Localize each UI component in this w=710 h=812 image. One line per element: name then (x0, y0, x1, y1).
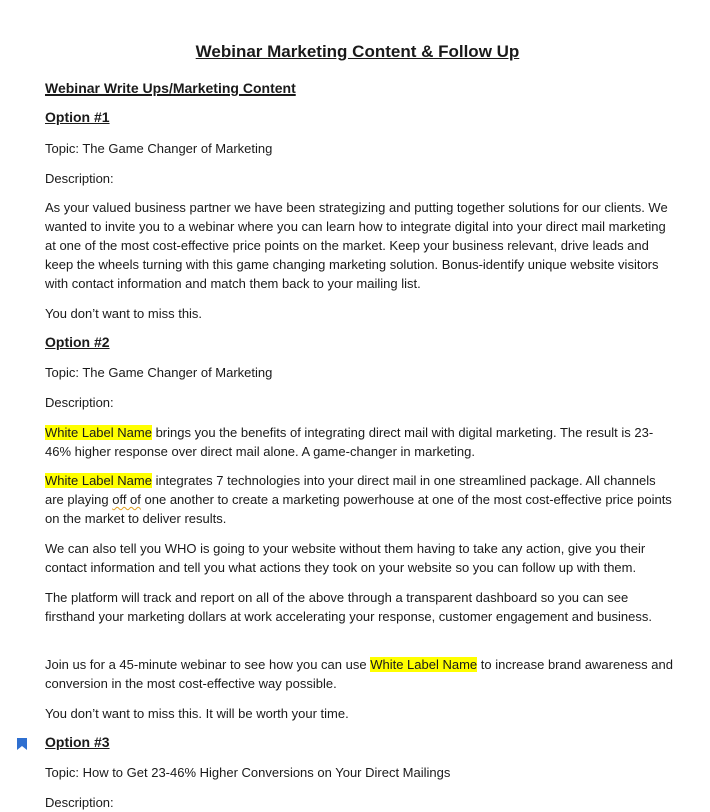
option-1-description-label: Description: (45, 171, 114, 186)
option-2-paragraph-4: The platform will track and report on all of the above through a transparent dashboard so you can see firsthand your marketing dollars at work accelerating your response, customer engagement and business. (45, 590, 652, 624)
option-3-topic: Topic: How to Get 23-46% Higher Conversions on Your Direct Mailings (45, 765, 451, 780)
option-2-closing: You don’t want to miss this. It will be worth your time. (45, 706, 349, 721)
option-2-paragraph-1: White Label Name brings you the benefits of integrating direct mail with digital marketing. The result is 23-46% higher response over direct mail alone. A game-changer in marketing. (45, 425, 654, 459)
option-1-heading: Option #1 (45, 109, 110, 125)
section-heading: Webinar Write Ups/Marketing Content (45, 80, 296, 96)
option-2-heading: Option #2 (45, 334, 110, 350)
option-2-topic: Topic: The Game Changer of Marketing (45, 365, 273, 380)
option-2-paragraph-2: White Label Name integrates 7 technologies into your direct mail in one streamlined package. All channels are playing off of one another to create a marketing powerhouse at one of the most cost-effective price points on the market to deliver results. (45, 473, 672, 526)
highlighted-name: White Label Name (370, 657, 478, 672)
option-1-paragraph: As your valued business partner we have been strategizing and putting together solutions for our clients. We wanted to invite you to a webinar where you can learn how to integrate digital into your direct mail marketing at one of the most cost-effective price points on the market. Keep your business relevant, drive leads and keep the wheels turning with this game changing marketing solution. Bonus-identify unique website visitors with contact information and match them back to your mailing list. (45, 200, 668, 291)
highlighted-name: White Label Name (45, 425, 152, 440)
option-2-paragraph-3: We can also tell you WHO is going to your website without them having to take any action, give you their contact information and tell you what actions they took on your website so you can follow up with them. (45, 541, 646, 575)
option-1-topic: Topic: The Game Changer of Marketing (45, 141, 273, 156)
bookmark-icon[interactable] (16, 737, 28, 751)
option-2-paragraph-5: Join us for a 45-minute webinar to see how you can use White Label Name to increase brand awareness and conversion in the most cost-effective way possible. (45, 657, 673, 691)
option-1-closing: You don’t want to miss this. (45, 306, 203, 321)
page-title: Webinar Marketing Content & Follow Up (195, 42, 520, 61)
option-3-heading: Option #3 (45, 734, 110, 750)
option-3-description-label: Description: (45, 795, 114, 810)
highlighted-name: White Label Name (45, 473, 152, 488)
option-2-description-label: Description: (45, 395, 114, 410)
